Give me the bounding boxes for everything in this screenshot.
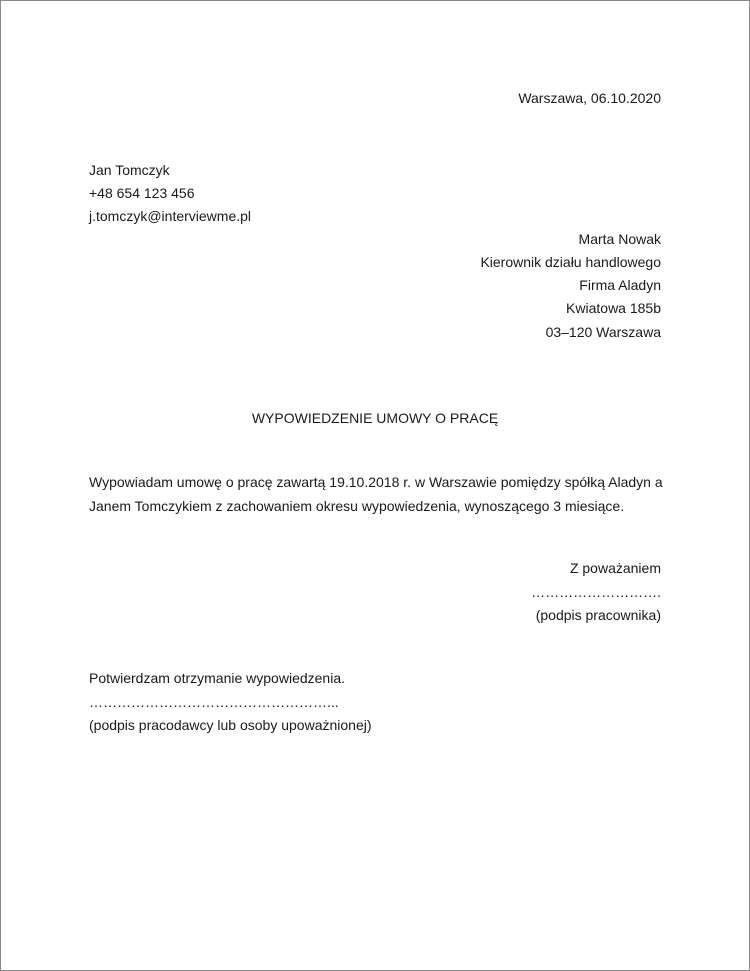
sender-name: Jan Tomczyk: [89, 162, 170, 178]
confirmation-text: Potwierdzam otrzymanie wypowiedzenia.: [89, 670, 345, 686]
body-line-2: Janem Tomczykiem z zachowaniem okresu wypowiedzenia, wynoszącego 3 miesiące.: [89, 498, 625, 514]
employer-signature-caption: (podpis pracodawcy lub osoby upoważnionej): [89, 717, 372, 733]
recipient-street: Kwiatowa 185b: [566, 300, 661, 316]
sender-phone: +48 654 123 456: [89, 185, 195, 201]
sender-email: j.tomczyk@interviewme.pl: [89, 208, 252, 224]
employer-signature-line: ……………………………………………...: [89, 694, 339, 710]
place-date: Warszawa, 06.10.2020: [518, 90, 661, 106]
employee-signature-line: ……………………….: [531, 584, 661, 600]
recipient-city: 03–120 Warszawa: [545, 324, 661, 340]
employee-signature-caption: (podpis pracownika): [535, 607, 661, 623]
recipient-company: Firma Aladyn: [579, 277, 661, 293]
recipient-position: Kierownik działu handlowego: [480, 254, 661, 270]
recipient-name: Marta Nowak: [578, 231, 661, 247]
closing-greeting: Z poważaniem: [569, 560, 661, 576]
document-title: WYPOWIEDZENIE UMOWY O PRACĘ: [251, 410, 499, 426]
body-line-1: Wypowiadam umowę o pracę zawartą 19.10.2018 r. w Warszawie pomiędzy spółką Aladyn a: [89, 474, 663, 490]
